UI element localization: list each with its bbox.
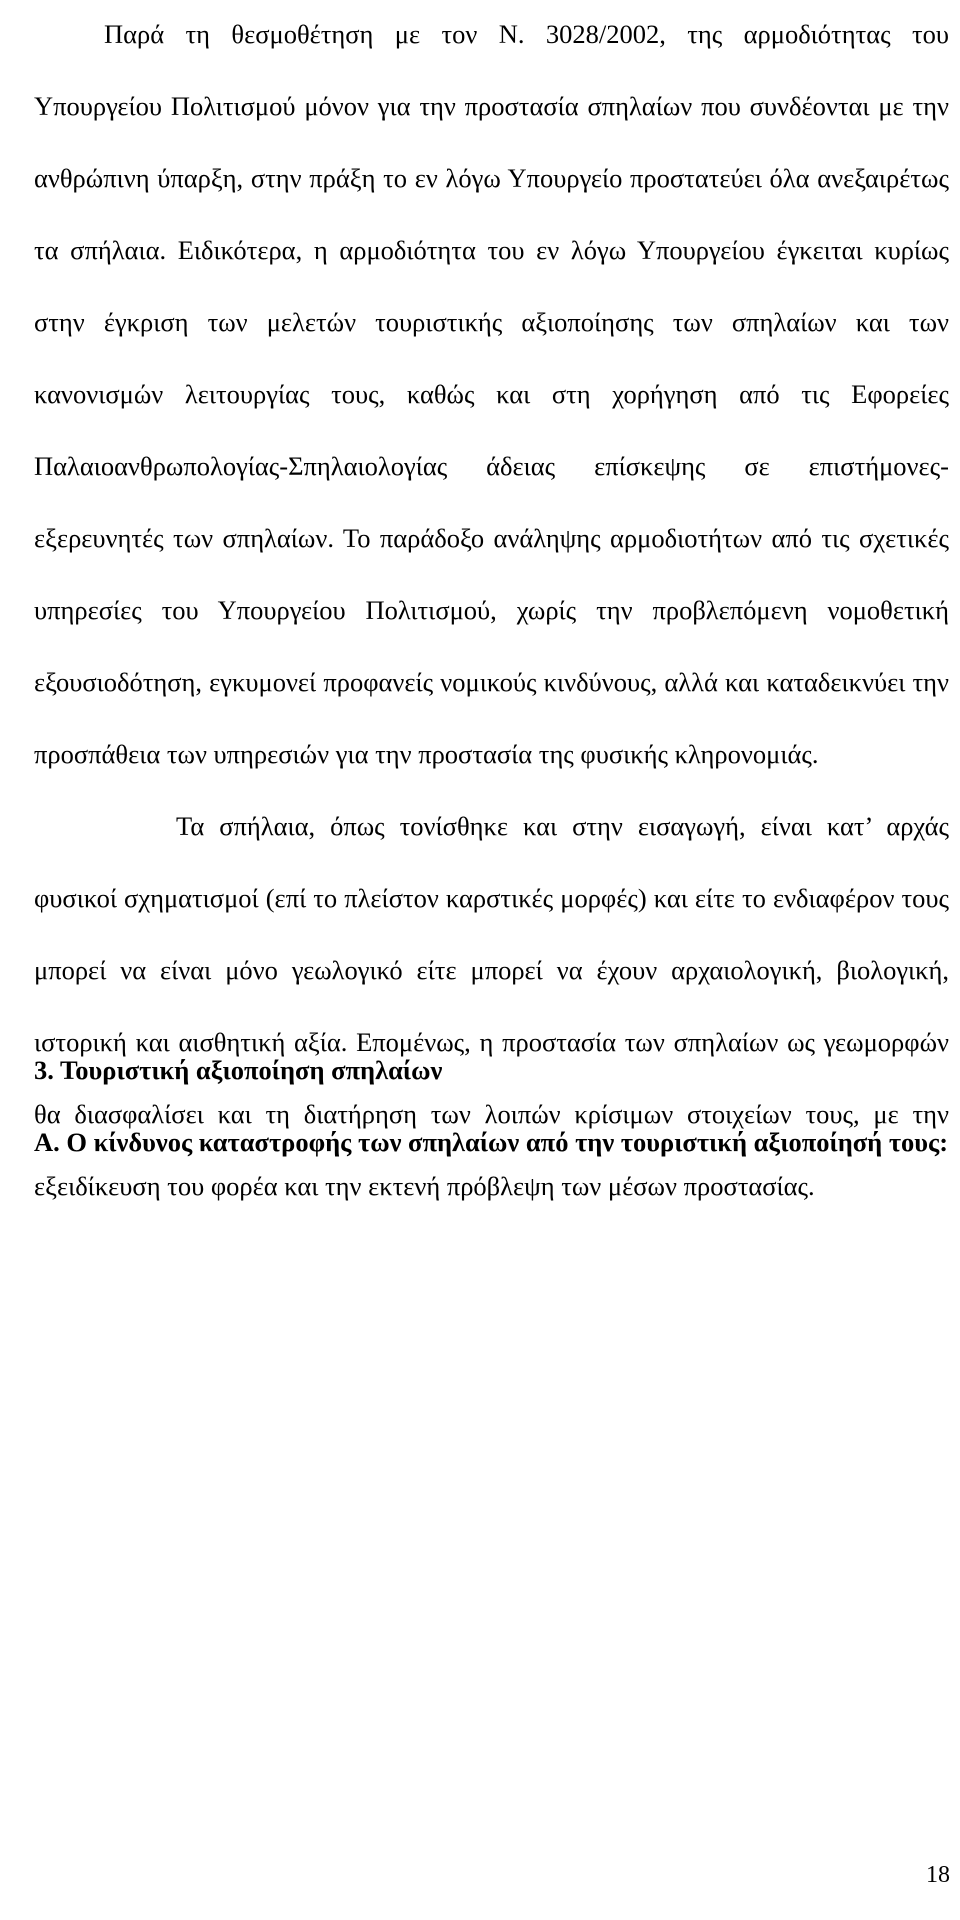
paragraph-caves-protection: Τα σπήλαια, όπως τονίσθηκε και στην εισαγωγή, είναι κατ’ αρχάς φυσικοί σχηματισμοί (επί το πλείστον καρστικές μορφές) και είτε το ενδιαφέρον τους μπορεί να είναι μόνο γεωλογικό είτε μπορεί να έχουν αρχαιολογική, βιολογική, ιστορική και αισθητική αξία. Επομένως, η προστασία των σπηλαίων ως γεωμορφών θα διασφαλίσει και τη διατήρηση των λοιπών κρίσιμων στοιχείων τους, με την εξειδίκευση του φορέα και την εκτενή πρόβλεψη των μέσων προστασίας. xyxy=(34,811,949,1201)
page-number: 18 xyxy=(926,1862,950,1888)
subsection-heading: Α. Ο κίνδυνος καταστροφής των σπηλαίων από την τουριστική αξιοποίησή τους: xyxy=(34,1127,949,1157)
section-heading: 3. Τουριστική αξιοποίηση σπηλαίων xyxy=(34,1055,443,1085)
paragraph-continuation: Παρά τη θεσμοθέτηση με τον Ν. 3028/2002, της αρμοδιότητας του Υπουργείου Πολιτισμού μόνον για την προστασία σπηλαίων που συνδέονται με την ανθρώπινη ύπαρξη, στην πράξη το εν λόγω Υπουργείο προστατεύει όλα ανεξαιρέτως τα σπήλαια. Ειδικότερα, η αρμοδιότητα του εν λόγω Υπουργείου έγκειται κυρίως στην έγκριση των μελετών τουριστικής αξιοποίησης των σπηλαίων και των κανονισμών λειτουργίας τους, καθώς και στη χορήγηση από τις Εφορείες Παλαιοανθρωπολογίας-Σπηλαιολογίας άδειας επίσκεψης σε επιστήμονες-εξερευνητές των σπηλαίων. Το παράδοξο ανάληψης αρμοδιοτήτων από τις σχετικές υπηρεσίες του Υπουργείου Πολιτισμού, χωρίς την προβλεπόμενη νομοθετική εξουσιοδότηση, εγκυμονεί προφανείς νομικούς κινδύνους, αλλά και καταδεικνύει την προσπάθεια των υπηρεσιών για την προστασία της φυσικής κληρονομιάς. xyxy=(34,19,949,769)
